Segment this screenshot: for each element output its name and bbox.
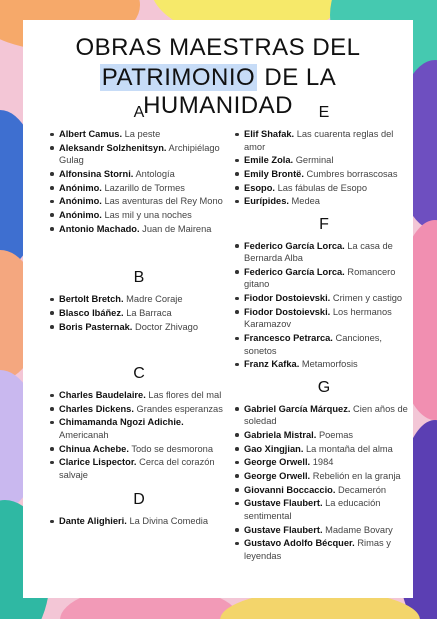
book-list	[51, 389, 227, 481]
book-title: Doctor Zhivago	[134, 321, 199, 332]
book-list-item	[51, 195, 227, 208]
book-list-item	[236, 358, 412, 371]
book-list-item	[236, 154, 412, 167]
book-list-item	[51, 293, 227, 306]
section-b	[51, 269, 227, 333]
book-author: Gabriela Mistral.	[244, 429, 317, 440]
book-author: Bertolt Bretch.	[59, 294, 124, 305]
book-author: Clarice Lispector.	[59, 457, 137, 468]
book-title: Las fábulas de Esopo	[277, 182, 368, 193]
document-page	[23, 20, 413, 598]
book-author: Dante Alighieri.	[59, 516, 127, 527]
book-title: Canciones, sonetos	[244, 333, 382, 356]
book-author: Albert Camus.	[59, 129, 123, 139]
book-title: Crimen y castigo	[332, 293, 403, 304]
book-list-item	[236, 456, 412, 469]
book-author: Blasco Ibáñez.	[59, 307, 124, 318]
book-author: Federico García Lorca.	[244, 266, 345, 277]
book-title: La casa de Bernarda Alba	[244, 240, 393, 264]
book-list-item	[51, 128, 227, 141]
section-letter-heading: B	[133, 269, 145, 287]
book-author: Boris Pasternak.	[59, 321, 133, 332]
book-title: Medea	[291, 196, 320, 207]
book-list-item	[236, 443, 412, 456]
book-list-item	[51, 168, 227, 181]
book-list-item	[236, 537, 412, 562]
book-author: Esopo.	[244, 182, 275, 193]
book-title: La montaña del alma	[306, 443, 393, 454]
book-title: Americanah	[59, 429, 109, 440]
book-list	[236, 240, 412, 371]
book-title: Poemas	[318, 429, 354, 440]
book-list-item	[236, 332, 412, 357]
book-title: Cerca del corazón salvaje	[59, 457, 215, 480]
book-title: Las flores del mal	[148, 390, 222, 400]
book-list-item	[51, 416, 227, 441]
book-title: Cien años de soledad	[244, 403, 408, 427]
book-list-item	[236, 484, 412, 497]
book-list-item	[236, 266, 412, 291]
book-list	[51, 515, 227, 528]
section-letter-heading: D	[133, 491, 145, 509]
book-author: Charles Dickens.	[59, 403, 134, 414]
book-author: George Orwell.	[244, 470, 311, 481]
section-f	[236, 216, 412, 371]
section-g	[236, 379, 412, 563]
book-list-item	[236, 292, 412, 305]
book-title: La educación sentimental	[244, 498, 381, 521]
left-column	[51, 104, 227, 529]
book-author: Fiodor Dostoievski.	[244, 306, 331, 317]
book-title: Antología	[135, 168, 175, 179]
book-list-item	[236, 240, 412, 265]
book-title: La Barraca	[126, 307, 172, 318]
book-title: Archipiélago Gulag	[59, 142, 220, 166]
book-list-item	[51, 182, 227, 195]
book-list-item	[236, 306, 412, 331]
book-author: Emily Brontë.	[244, 168, 304, 179]
book-title: Cumbres borrascosas	[306, 168, 398, 179]
book-author: Antonio Machado.	[59, 223, 140, 234]
section-letter-heading: E	[318, 104, 330, 121]
section-c	[51, 365, 227, 481]
book-list-item	[236, 182, 412, 195]
book-author: Chinua Achebe.	[59, 443, 129, 454]
book-list	[51, 293, 227, 333]
book-title: Las aventuras del Rey Mono	[104, 196, 223, 207]
book-title: Rebelión en la granja	[312, 470, 401, 481]
book-author: Anónimo.	[59, 196, 102, 207]
book-title: Juan de Mairena	[142, 223, 212, 234]
book-list-item	[51, 321, 227, 334]
book-author: Aleksandr Solzhenitsyn.	[59, 142, 167, 153]
book-author: George Orwell.	[244, 457, 311, 468]
book-list-item	[236, 128, 412, 153]
book-title: Las mil y una noches	[104, 209, 192, 220]
book-list-item	[51, 142, 227, 167]
book-author: Eurípides.	[244, 196, 289, 207]
book-title: Decamerón	[338, 484, 387, 495]
book-list-item	[236, 195, 412, 208]
book-author: Giovanni Boccaccio.	[244, 484, 336, 495]
book-title: Grandes esperanzas	[136, 403, 223, 414]
book-author: Gustave Flaubert.	[244, 524, 323, 535]
section-e	[236, 104, 412, 208]
title-highlighted-word: PATRIMONIO	[101, 64, 256, 91]
book-title: Romancero gitano	[244, 266, 396, 290]
book-title: Madre Coraje	[126, 294, 183, 305]
right-column	[236, 104, 412, 563]
book-author: Elif Shafak.	[244, 129, 295, 139]
book-list	[236, 403, 412, 563]
book-author: Anónimo.	[59, 209, 102, 220]
book-author: Francesco Petrarca.	[244, 333, 333, 343]
book-title: Lazarillo de Tormes	[104, 182, 185, 193]
book-list-item	[51, 403, 227, 416]
book-title: La peste	[124, 129, 161, 139]
book-title: Todo se desmorona	[131, 443, 213, 454]
section-a	[51, 104, 227, 235]
title-line-2-rest: DE LA HUMANIDAD	[143, 64, 337, 119]
book-title: Metamorfosis	[301, 359, 358, 370]
book-list	[236, 128, 412, 208]
book-author: Emile Zola.	[244, 155, 294, 166]
book-author: Federico García Lorca.	[244, 240, 345, 251]
book-title: Las cuarenta reglas del amor	[244, 129, 394, 152]
book-author: Alfonsina Storni.	[59, 168, 134, 179]
book-list-item	[51, 389, 227, 402]
section-letter-heading: A	[133, 104, 145, 121]
book-list-item	[236, 168, 412, 181]
book-author: Anónimo.	[59, 182, 102, 193]
book-list-item	[51, 209, 227, 222]
book-author: Fiodor Dostoievski.	[244, 293, 331, 304]
book-list-item	[51, 307, 227, 320]
book-list-item	[236, 429, 412, 442]
book-author: Gabriel García Márquez.	[244, 403, 351, 414]
book-list-item	[236, 524, 412, 537]
book-author: Chimamanda Ngozi Adichie.	[59, 417, 184, 428]
section-letter-heading: C	[133, 365, 145, 382]
book-list-item	[236, 470, 412, 483]
section-letter-heading: G	[317, 378, 331, 396]
book-list-item	[51, 223, 227, 236]
book-title: Los hermanos Karamazov	[244, 306, 392, 330]
book-list-item	[51, 456, 227, 481]
book-title: La Divina Comedia	[129, 516, 208, 527]
book-author: Charles Baudelaire.	[59, 390, 146, 400]
book-list-item	[236, 497, 412, 522]
title-line-1: OBRAS MAESTRAS DEL	[75, 34, 361, 61]
book-title: Rimas y leyendas	[244, 538, 391, 561]
book-list-item	[236, 403, 412, 428]
book-author: Gao Xingjian.	[244, 443, 304, 454]
book-author: Gustavo Adolfo Bécquer.	[244, 538, 355, 549]
book-list	[51, 128, 227, 235]
section-d	[51, 491, 227, 528]
book-author: Gustave Flaubert.	[244, 498, 323, 509]
book-title: Germinal	[295, 155, 334, 166]
book-list-item	[51, 443, 227, 456]
book-title: Madame Bovary	[325, 524, 393, 535]
book-author: Franz Kafka.	[244, 359, 300, 370]
book-list-item	[51, 515, 227, 528]
section-letter-heading: F	[319, 215, 329, 233]
book-title: 1984	[312, 457, 334, 468]
